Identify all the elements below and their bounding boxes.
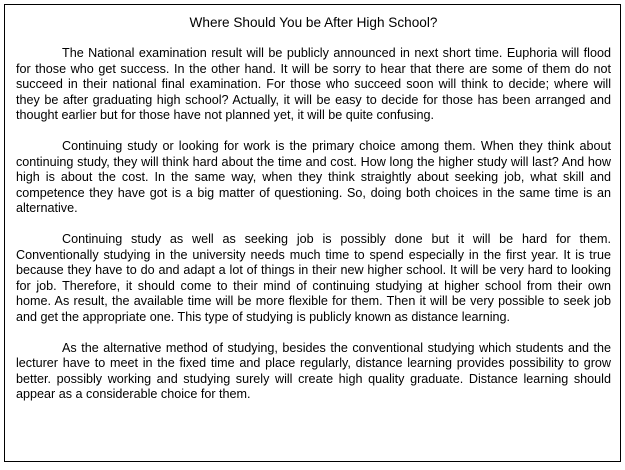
paragraph-4: As the alternative method of studying, besides the conventional studying which students and the lecturer have to meet in the fixed time and place regularly, distance learning provides possibility to grow better. possibly working and studying surely will create high quality graduate. Distance learning should appear as a considerable choice for them. xyxy=(16,340,611,402)
paragraph-2: Continuing study or looking for work is the primary choice among them. When they think about continuing study, they will think hard about the time and cost. How long the higher study will last? And how high is about the cost. In the same way, when they think straightly about seeking job, what skill and competence they have got is a big matter of questioning. So, doing both choices in the same time is an alternative. xyxy=(16,138,611,216)
document-page xyxy=(4,4,621,462)
paragraph-1: The National examination result will be publicly announced in next short time. Euphoria will flood for those who get success. In the other hand. It will be sorry to hear that there are some of them do not succeed in their national final examination. For those who succeed soon will think to decide; where will they be after graduating high school? Actually, it will be easy to decide for those has been arranged and thought earlier but for those have not planned yet, it will be quite confusing. xyxy=(16,46,611,123)
paragraph-3: Continuing study as well as seeking job is possibly done but it will be hard for them. Conventionally studying in the university needs much time to spend especially in the first year. It is true because they have to do and adapt a lot of things in their new higher school. It will be very hard to looking for job. Therefore, it should come to their mind of continuing studying at higher school from their own home. As result, the available time will be more flexible for them. Then it will be very possible to seek job and get the appropriate one. This type of studying is publicly known as distance learning. xyxy=(16,231,611,324)
document-title: Where Should You be After High School? xyxy=(189,15,438,30)
